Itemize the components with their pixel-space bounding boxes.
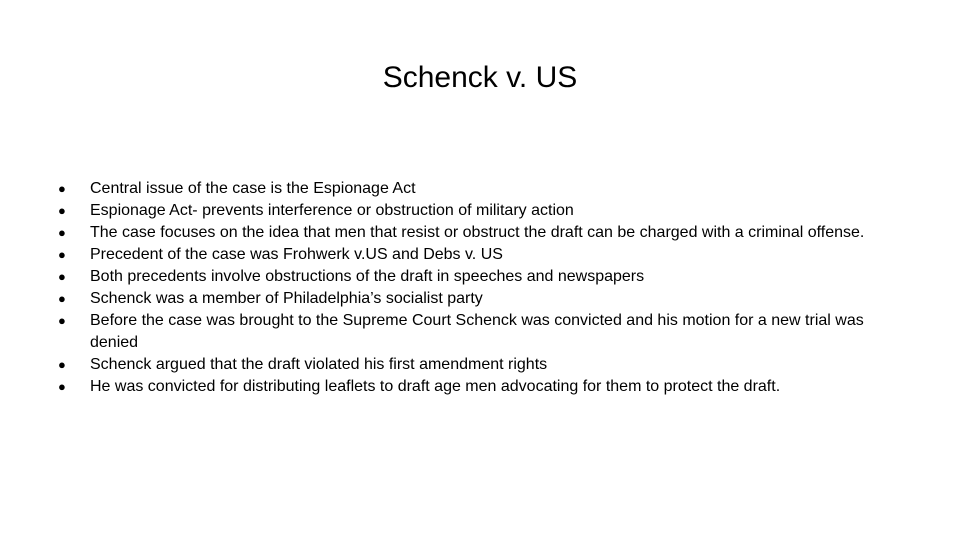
bullet-text: The case focuses on the idea that men that resist or obstruct the draft can be charged with a criminal offense. [90, 224, 865, 241]
list-item [56, 376, 916, 398]
bullet-icon: ● [58, 181, 66, 196]
bullet-icon: ● [58, 313, 66, 328]
bullet-text: Schenck argued that the draft violated his first amendment rights [90, 355, 548, 373]
bullet-text: Espionage Act- prevents interference or obstruction of military action [90, 202, 574, 219]
bullet-icon: ● [58, 378, 66, 394]
list-item [56, 244, 916, 266]
bullet-icon: ● [58, 291, 66, 306]
bullet-text: Central issue of the case is the Espionage Act [90, 180, 416, 197]
bullet-text: Precedent of the case was Frohwerk v.US and Debs v. US [90, 246, 503, 263]
bullet-icon: ● [58, 247, 66, 262]
bullet-icon: ● [58, 225, 66, 240]
list-item [56, 222, 916, 244]
bullet-icon: ● [58, 356, 66, 372]
bullet-text: Before the case was brought to the Supreme Court Schenck was convicted and his motion for a new trial was denied [90, 312, 864, 351]
list-item [56, 266, 916, 288]
list-item [56, 310, 916, 353]
list-item [56, 178, 916, 200]
list-item [56, 354, 916, 376]
list-item [56, 200, 916, 222]
bullet-icon: ● [58, 203, 66, 218]
bullet-text: Both precedents involve obstructions of the draft in speeches and newspapers [90, 268, 645, 285]
bullet-text: He was convicted for distributing leaflets to draft age men advocating for them to protect the draft. [90, 377, 781, 395]
bullet-list [56, 178, 916, 398]
bullet-text: Schenck was a member of Philadelphia’s socialist party [90, 290, 483, 307]
list-item [56, 288, 916, 310]
bullet-icon: ● [58, 269, 66, 284]
slide-title: Schenck v. US [382, 61, 578, 94]
